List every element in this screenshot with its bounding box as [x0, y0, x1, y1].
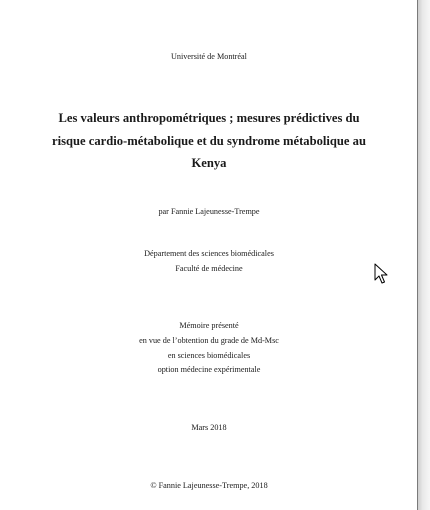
thesis-line-3: en sciences biomédicales	[167, 351, 251, 360]
page-shadow	[418, 0, 430, 510]
thesis-line-1: Mémoire présenté	[179, 321, 239, 330]
title-line-3: Kenya	[191, 156, 227, 170]
university-name: Université de Montréal	[171, 52, 247, 61]
thesis-line-4: option médecine expérimentale	[157, 365, 261, 374]
faculty-line: Faculté de médecine	[175, 264, 243, 273]
department-line: Département des sciences biomédicales	[144, 249, 274, 258]
thesis-line-2: en vue de l’obtention du grade de Md-Msc	[139, 336, 279, 345]
title-line-2: risque cardio-métabolique et du syndrome métabolique au	[52, 134, 366, 148]
title-line-1: Les valeurs anthropométriques ; mesures prédictives du	[58, 111, 360, 125]
date-line: Mars 2018	[191, 423, 227, 432]
copyright-line: © Fannie Lajeunesse-Trempe, 2018	[150, 481, 268, 490]
author-line: par Fannie Lajeunesse-Trempe	[158, 207, 260, 216]
arrow-cursor-icon	[374, 263, 388, 285]
